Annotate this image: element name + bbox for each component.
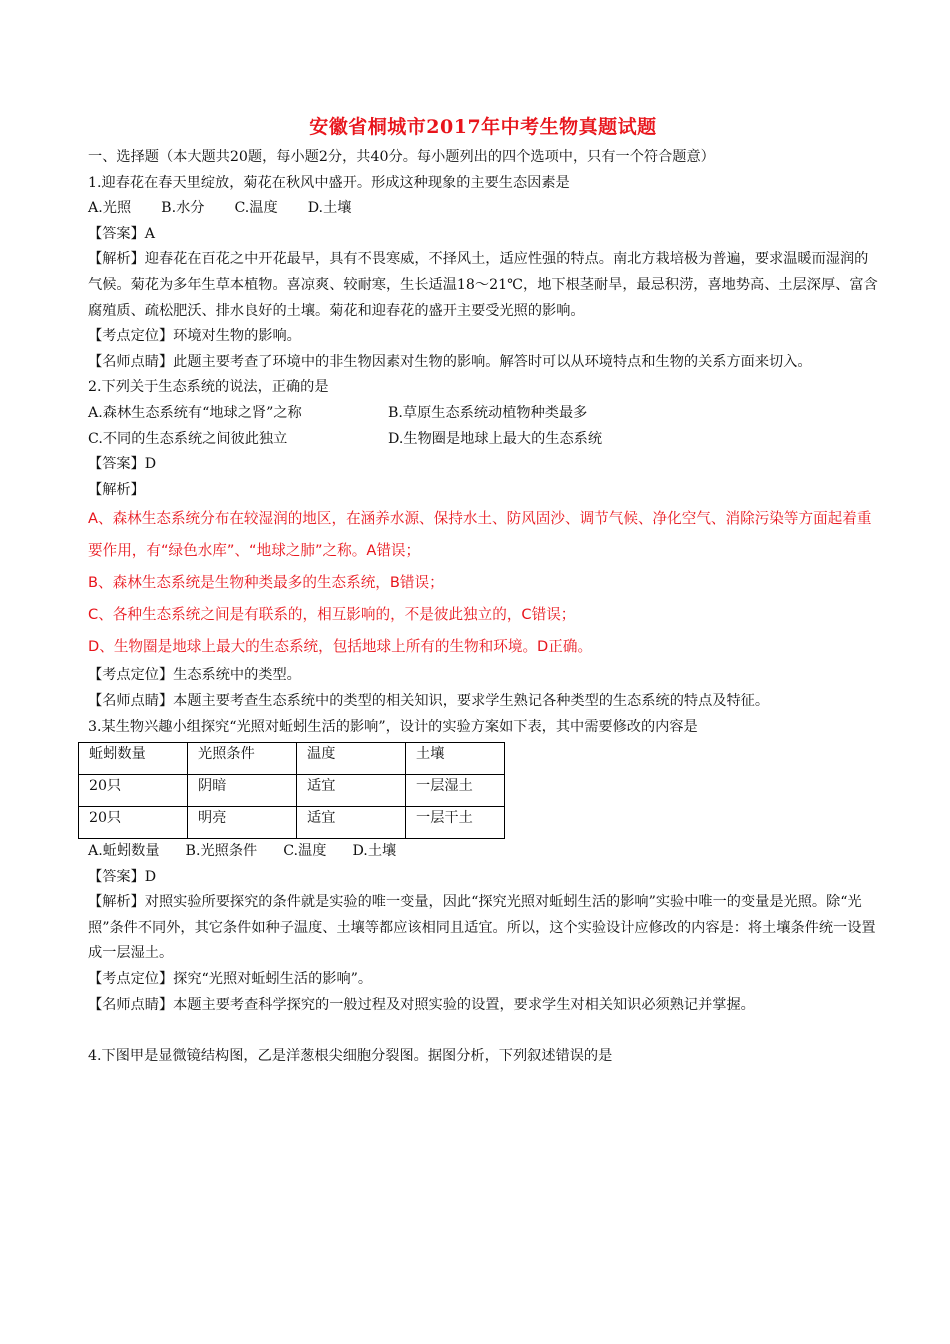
document-page <box>88 112 878 1070</box>
table-cell: 适宜 <box>297 775 406 807</box>
table-header-cell: 土壤 <box>406 743 505 775</box>
q3-option-b: B.光照条件 <box>185 843 258 860</box>
q2-option-c: C.不同的生态系统之间彼此独立 <box>88 430 288 447</box>
q1-analysis: 【解析】迎春花在百花之中开花最早，具有不畏寒威，不择风土，适应性强的特点。南北方栽培极为普遍，要求温暖而湿润的气候。菊花为多年生草本植物。喜凉爽、较耐寒，生长适温18～21℃，地下根茎耐旱，最忌积涝，喜地势高、土层深厚、富含腐殖质、疏松肥沃、排水良好的土壤。菊花和迎春花的盛开主要受光照的影响。 <box>88 251 878 319</box>
q3-analysis: 【解析】对照实验所要探究的条件就是实验的唯一变量，因此“探究光照对蚯蚓生活的影响”实验中唯一的变量是光照。除“光照”条件不同外，其它条件如种子温度、土壤等都应该相同且适宜。所以，这个实验设计应修改的内容是：将土壤条件统一设置成一层湿土。 <box>88 894 876 962</box>
blank-spacer <box>88 1018 878 1044</box>
q3-point: 【考点定位】探究“光照对蚯蚓生活的影响”。 <box>88 971 373 988</box>
table-header-cell: 蚯蚓数量 <box>79 743 188 775</box>
q1-comment: 【名师点睛】此题主要考查了环境中的非生物因素对生物的影响。解答时可以从环境特点和生物的关系方面来切入。 <box>88 353 812 370</box>
q3-options <box>88 839 878 865</box>
section-heading: 一、选择题（本大题共20题，每小题2分，共40分。每小题列出的四个选项中，只有一个符合题意） <box>88 149 715 165</box>
q4-stem: 4.下图甲是显微镜结构图，乙是洋葱根尖细胞分裂图。据图分析，下列叙述错误的是 <box>88 1048 613 1065</box>
q1-option-c: C.温度 <box>234 200 278 217</box>
experiment-table <box>78 742 505 839</box>
q2-option-b: B.草原生态系统动植物种类最多 <box>388 404 588 421</box>
q2-answer: 【答案】D <box>88 456 157 473</box>
q2-analysis-label: 【解析】 <box>88 481 145 498</box>
q1-point: 【考点定位】环境对生物的影响。 <box>88 328 301 345</box>
q3-stem: 3.某生物兴趣小组探究“光照对蚯蚓生活的影响”，设计的实验方案如下表，其中需要修改的内容是 <box>88 718 698 735</box>
table-header-cell: 温度 <box>297 743 406 775</box>
q2-stem: 2.下列关于生态系统的说法，正确的是 <box>88 379 329 396</box>
q3-option-c: C.温度 <box>283 843 327 860</box>
q2-analysis-d: D、生物圈是地球上最大的生态系统，包括地球上所有的生物和环境。D正确。 <box>88 638 593 656</box>
q3-comment: 【名师点睛】本题主要考查科学探究的一般过程及对照实验的设置，要求学生对相关知识必须熟记并掌握。 <box>88 996 755 1013</box>
q1-option-b: B.水分 <box>161 200 205 217</box>
table-cell: 20只 <box>79 775 188 807</box>
q2-analysis-a: A、森林生态系统分布在较湿润的地区，在涵养水源、保持水土、防风固沙、调节气候、净化空气、消除污染等方面起着重要作用，有“绿色水库”、“地球之肺”之称。A错误； <box>88 510 872 560</box>
table-row <box>79 807 505 839</box>
table-cell: 明亮 <box>188 807 297 839</box>
q2-options-row2 <box>88 427 878 453</box>
q1-answer: 【答案】A <box>88 225 155 242</box>
q2-option-d: D.生物圈是地球上最大的生态系统 <box>388 430 603 447</box>
page-title: 安徽省桐城市2017年中考生物真题试题 <box>309 116 657 138</box>
q2-analysis-b: B、森林生态系统是生物种类最多的生态系统，B错误； <box>88 574 444 592</box>
q3-option-a: A.蚯蚓数量 <box>88 843 160 860</box>
q2-options-row1 <box>88 401 878 427</box>
table-cell: 阴暗 <box>188 775 297 807</box>
table-cell: 一层湿土 <box>406 775 505 807</box>
table-header-cell: 光照条件 <box>188 743 297 775</box>
q1-stem: 1.迎春花在春天里绽放，菊花在秋风中盛开。形成这种现象的主要生态因素是 <box>88 174 570 191</box>
q3-option-d: D.土壤 <box>352 843 397 860</box>
table-header-row <box>79 743 505 775</box>
q2-point: 【考点定位】生态系统中的类型。 <box>88 667 301 684</box>
q2-comment: 【名师点睛】本题主要考查生态系统中的类型的相关知识，要求学生熟记各种类型的生态系统的特点及特征。 <box>88 692 770 709</box>
table-cell: 一层干土 <box>406 807 505 839</box>
table-cell: 20只 <box>79 807 188 839</box>
q1-option-a: A.光照 <box>88 200 132 217</box>
q1-options <box>88 196 878 222</box>
q2-option-a: A.森林生态系统有“地球之肾”之称 <box>88 404 302 421</box>
q3-answer: 【答案】D <box>88 868 157 885</box>
table-cell: 适宜 <box>297 807 406 839</box>
q1-option-d: D.土壤 <box>307 200 352 217</box>
table-row <box>79 775 505 807</box>
q2-analysis-c: C、各种生态系统之间是有联系的，相互影响的，不是彼此独立的，C错误； <box>88 606 576 624</box>
